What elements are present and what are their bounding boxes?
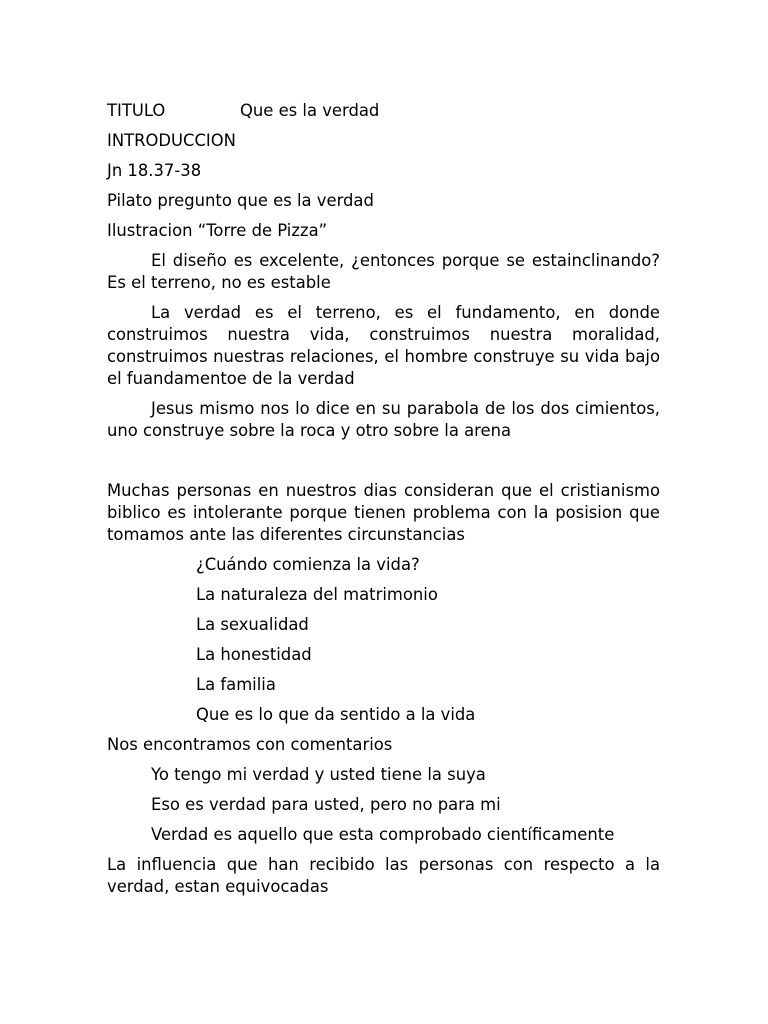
comentarios-line: Nos encontramos con comentarios [107,735,393,754]
title-value: Que es la verdad [240,101,380,120]
intro-heading: INTRODUCCION [107,131,236,150]
paragraph-verdad-terreno: La verdad es el terreno, es el fundamento, en donde construimos nuestra vida, construimos nuestra moralidad, construimos nuestras relaciones, el hombre construye su vida bajo el fuandamentoe de la verdad [107,303,660,388]
document-page [107,100,660,906]
paragraph-muchas: Muchas personas en nuestros dias consideran que el cristianismo biblico es intolerante porque tienen problema con la posision que tomamos ante las diferentes circunstancias [107,481,660,544]
ilustracion-line: Ilustracion “Torre de Pizza” [107,221,328,240]
list-item: Que es lo que da sentido a la vida [196,705,476,724]
list-item: Eso es verdad para usted, pero no para mi [151,795,501,814]
paragraph-diseno: El diseño es excelente, ¿entonces porque se estainclinando? Es el terreno, no es estable [107,251,660,292]
list-item: La sexualidad [196,615,309,634]
title-label: TITULO [107,101,166,120]
list-item: La naturaleza del matrimonio [196,585,438,604]
list-item: La honestidad [196,645,312,664]
pilato-line: Pilato pregunto que es la verdad [107,191,374,210]
scripture-reference: Jn 18.37-38 [107,161,202,180]
paragraph-influencia: La influencia que han recibido las personas con respecto a la verdad, estan equivocadas [107,855,660,896]
title-row [107,100,660,122]
list-item: ¿Cuándo comienza la vida? [196,555,420,574]
list-item: La familia [196,675,276,694]
paragraph-gap [107,450,660,480]
topic-list [107,554,660,726]
list-item: Yo tengo mi verdad y usted tiene la suya [151,765,486,784]
comment-list [107,764,660,846]
list-item: Verdad es aquello que esta comprobado científicamente [151,825,615,844]
paragraph-jesus: Jesus mismo nos lo dice en su parabola de los dos cimientos, uno construye sobre la roca y otro sobre la arena [107,399,660,440]
